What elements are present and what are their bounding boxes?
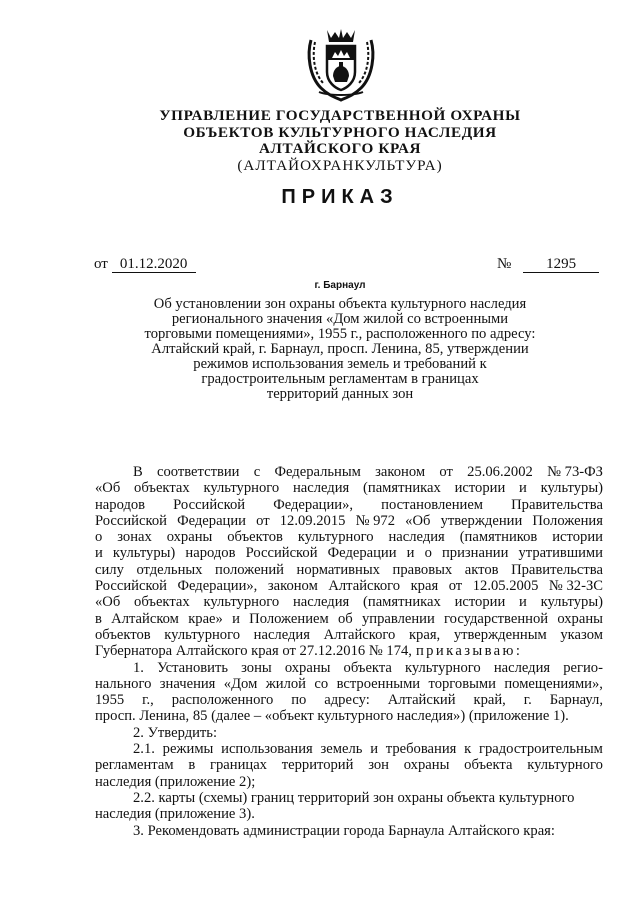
body-word: «Об	[405, 512, 431, 529]
body-word: и	[406, 545, 415, 562]
body-word: культуры)	[540, 594, 603, 611]
body-line	[95, 611, 603, 627]
body-line	[95, 741, 603, 757]
body-line	[95, 643, 603, 659]
date-value: 01.12.2020	[112, 257, 196, 273]
body-word: наследия	[388, 529, 445, 546]
body-word: культурного	[404, 659, 481, 676]
body-line	[95, 497, 603, 513]
body-word: Российской	[95, 578, 167, 595]
body-word: режимы	[162, 741, 214, 758]
body-word: Барнаул,	[549, 692, 603, 709]
body-word: (памятниках	[363, 480, 441, 497]
body-word: наследия	[253, 626, 310, 643]
body-word: Российской	[95, 512, 167, 529]
body-line	[95, 660, 603, 676]
subject-line: регионального значения «Дом жилой со встроенными	[171, 311, 509, 327]
body-word: нального	[95, 675, 152, 692]
body-word: о	[424, 545, 432, 562]
body-line	[95, 594, 603, 610]
body-text: Губернатора Алтайского края от 27.12.2016 № 174,	[95, 643, 412, 660]
body-word: объектов	[95, 626, 151, 643]
body-word: о	[95, 529, 103, 546]
body-word: правовых	[392, 561, 453, 578]
body-line	[95, 529, 603, 545]
org-line: УПРАВЛЕНИЕ ГОСУДАРСТВЕННОЙ ОХРАНЫ	[159, 107, 521, 124]
body-word: актов	[464, 561, 499, 578]
body-word: адресу:	[324, 692, 370, 709]
body-word: и	[232, 610, 240, 627]
body-word: управлении	[362, 610, 435, 627]
body-word: нормативных	[296, 561, 380, 578]
body-word: край,	[473, 692, 506, 709]
body-word: края,	[408, 626, 441, 643]
body-word: признании	[441, 545, 509, 562]
body-word: наследия	[493, 659, 551, 676]
body-word: № 73-ФЗ	[547, 464, 603, 480]
body-word: крае»	[188, 610, 223, 627]
subject-line: торговыми помещениями», 1955 г., расположенного по адресу:	[144, 326, 536, 342]
body-word: Алтайского	[328, 578, 401, 595]
body-word: Положением	[249, 610, 329, 627]
body-word: земель	[320, 741, 363, 758]
body-word: 12.09.2015	[279, 512, 346, 529]
body-word: Алтайском	[111, 610, 179, 627]
subject-line: территорий данных зон	[266, 386, 414, 402]
body-word: наследия	[292, 480, 350, 497]
body-word: в	[188, 757, 196, 774]
body-word: края	[410, 578, 439, 595]
body-word: постановлением	[381, 496, 484, 513]
body-text-spaced: приказываю:	[415, 643, 523, 660]
body-word: территорий	[281, 757, 354, 774]
org-line: АЛТАЙСКОГО КРАЯ	[258, 140, 422, 157]
body-word: Положения	[532, 512, 603, 529]
body-word: помещениями»,	[504, 675, 603, 692]
body-word: (памятниках	[363, 594, 441, 611]
body-word: в	[95, 610, 102, 627]
body-word: (памятников	[459, 529, 538, 546]
body-word: Российской	[245, 545, 318, 562]
body-word: торговыми	[428, 675, 496, 692]
body-word: 1955	[95, 692, 125, 709]
body-word: г.,	[142, 692, 154, 709]
document-body	[95, 464, 603, 839]
body-word: и	[370, 741, 379, 758]
body-word: культурного	[203, 594, 280, 611]
body-line: наследия (приложение 3).	[95, 806, 255, 823]
body-word: истории	[552, 529, 603, 546]
body-word: Установить	[157, 659, 228, 676]
body-word: истории	[454, 594, 506, 611]
body-line	[95, 692, 603, 708]
body-line	[95, 627, 603, 643]
body-line: просп. Ленина, 85 (далее – «объект культурного наследия») (приложение 1).	[95, 708, 569, 725]
body-word: культурного	[203, 480, 280, 497]
body-word: г.	[523, 692, 532, 709]
body-word: и	[519, 480, 527, 497]
body-word: Федерации	[177, 512, 246, 529]
body-line	[95, 562, 603, 578]
body-word: № 972	[355, 512, 396, 529]
body-word: законом	[267, 578, 318, 595]
subject-line: Алтайский край, г. Барнаул, просп. Ленина, 85, утверждении	[151, 341, 529, 357]
body-word: регламентам	[95, 757, 174, 774]
body-line	[95, 480, 603, 496]
body-word: от	[439, 464, 453, 480]
body-word: зон	[368, 757, 389, 774]
body-word: утратившими	[518, 545, 603, 562]
body-line	[95, 545, 603, 561]
body-line: наследия (приложение 2);	[95, 773, 256, 790]
body-word: Федерации	[327, 545, 397, 562]
subject-line: режимов использования земель и требований к	[193, 356, 487, 372]
body-word: № 32-ЗС	[548, 578, 603, 595]
body-word: объекта	[343, 659, 392, 676]
body-word: В	[133, 464, 143, 480]
body-word: к	[464, 741, 472, 758]
body-word: об	[338, 610, 353, 627]
body-word: охраны	[284, 659, 331, 676]
body-word: Федерации»,	[177, 578, 258, 595]
body-word: Алтайский	[387, 692, 456, 709]
body-line	[95, 578, 603, 594]
body-word: законом	[375, 464, 426, 480]
body-word: со	[314, 675, 329, 692]
body-word: жилой	[265, 675, 306, 692]
subject-line: Об установлении зон охраны объекта культурного наследия	[153, 296, 527, 312]
body-line	[95, 676, 603, 692]
body-word: регио-	[563, 659, 603, 676]
body-word: границах	[210, 757, 267, 774]
body-word: охраны	[166, 529, 213, 546]
body-word: расположенного	[171, 692, 274, 709]
body-word: охраны	[557, 610, 603, 627]
body-word: народов	[185, 545, 236, 562]
body-word: от	[256, 512, 270, 529]
body-word: указом	[560, 626, 603, 643]
body-word: объектах	[134, 594, 190, 611]
body-word: охраны	[403, 757, 450, 774]
body-word: зонах	[117, 529, 152, 546]
body-word: «Об	[95, 480, 121, 497]
body-word: культуры)	[540, 480, 603, 497]
subject-line: градостроительным регламентам в границах	[201, 371, 479, 387]
body-word: требования	[385, 741, 457, 758]
body-word: утверждении	[440, 512, 523, 529]
body-word: Российской	[173, 496, 246, 513]
body-word: 25.06.2002	[467, 464, 533, 480]
city-name: г. Барнаул	[314, 280, 366, 291]
body-word: культурного	[164, 626, 241, 643]
body-line: 2.2. карты (схемы) границ территорий зон охраны объекта культурного	[133, 789, 575, 806]
document-number	[497, 256, 599, 273]
body-word: 2.1.	[133, 741, 155, 758]
body-word: 1.	[133, 659, 144, 676]
body-word: Правительства	[511, 561, 603, 578]
number-value: 1295	[523, 257, 599, 273]
body-word: использования	[221, 741, 313, 758]
body-word: культуры)	[112, 545, 176, 562]
organization-name	[120, 108, 560, 174]
body-word: соответствии	[157, 464, 240, 480]
body-word: объектов	[227, 529, 283, 546]
org-line: ОБЪЕКТОВ КУЛЬТУРНОГО НАСЛЕДИЯ	[183, 123, 497, 141]
body-word: положений	[215, 561, 284, 578]
body-line	[95, 757, 603, 773]
body-line: 3. Рекомендовать администрации города Барнаула Алтайского края:	[133, 822, 555, 839]
body-word: значения	[159, 675, 216, 692]
body-word: градостроительным	[478, 741, 603, 758]
body-word: культурного	[527, 757, 603, 774]
body-word: от	[448, 578, 463, 595]
body-word: зоны	[241, 659, 272, 676]
document-date	[94, 256, 196, 273]
body-word: с	[253, 464, 261, 480]
number-label: №	[497, 256, 512, 272]
body-word: объектах	[134, 480, 190, 497]
body-word: 12.05.2005	[472, 578, 539, 595]
body-word: государственной	[444, 610, 549, 627]
body-word: силу	[95, 561, 124, 578]
coat-of-arms-icon	[299, 26, 383, 102]
body-word: «Об	[95, 594, 121, 611]
document-subject	[120, 297, 560, 402]
body-line	[95, 464, 603, 480]
body-word: объекта	[464, 757, 513, 774]
body-word: отдельных	[136, 561, 203, 578]
org-abbreviation: (АЛТАЙОХРАНКУЛЬТУРА)	[237, 156, 443, 174]
body-word: встроенными	[336, 675, 421, 692]
document-type: ПРИКАЗ	[281, 186, 399, 208]
body-word: и	[95, 545, 103, 562]
body-word: «Дом	[223, 675, 258, 692]
body-word: народов	[95, 496, 146, 513]
body-line: 2. Утвердить:	[133, 724, 218, 741]
body-word: Федеральным	[274, 464, 361, 480]
body-word: утвержденным	[453, 626, 547, 643]
body-line	[95, 513, 603, 529]
date-label: от	[94, 256, 108, 272]
body-word: Правительства	[511, 496, 603, 513]
body-word: культурного	[297, 529, 374, 546]
body-word: и	[519, 594, 527, 611]
body-word: истории	[454, 480, 506, 497]
body-word: наследия	[292, 594, 350, 611]
body-word: Федерации»,	[273, 496, 354, 513]
body-word: Алтайского	[323, 626, 396, 643]
body-word: по	[291, 692, 307, 709]
